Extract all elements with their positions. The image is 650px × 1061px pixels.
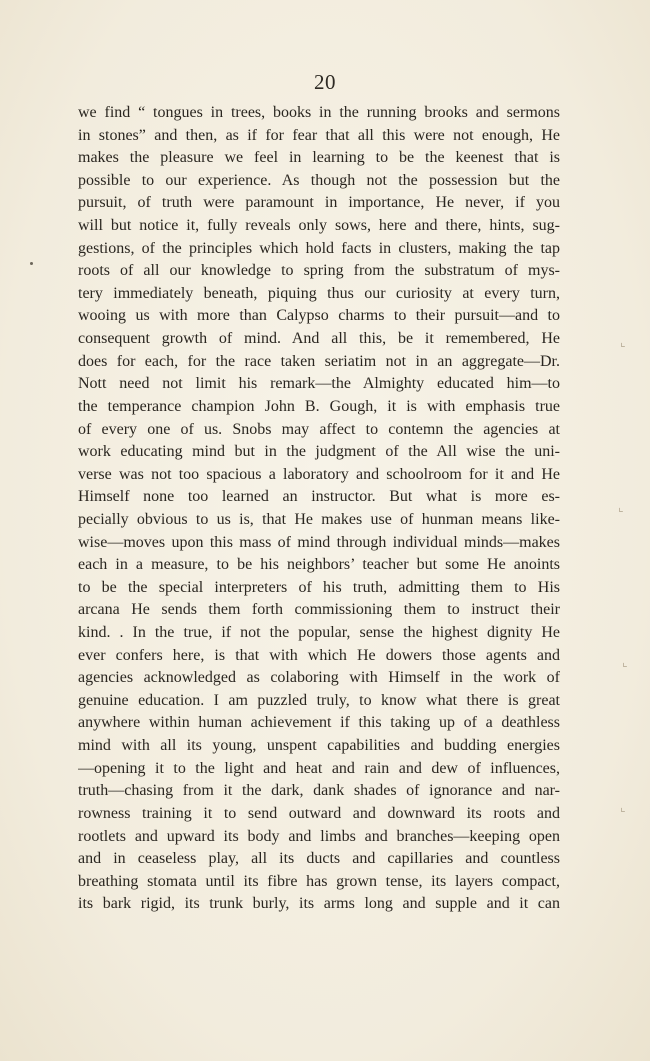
text-line: will but notice it, fully reveals only sows, here and there, hints, sug- bbox=[78, 217, 560, 235]
text-line: to be the special interpreters of his truth, admitting them to His bbox=[78, 578, 560, 596]
text-line: truth—chasing from it the dark, dank shades of ignorance and nar- bbox=[78, 782, 560, 800]
margin-bleed-mark: ⌞ bbox=[620, 335, 626, 349]
text-line: Himself none too learned an instructor. But what is more es- bbox=[78, 488, 560, 506]
margin-bleed-mark: ⌞ bbox=[622, 655, 628, 669]
text-line: genuine education. I am puzzled truly, to know what there is great bbox=[78, 691, 560, 709]
text-line: roots of all our knowledge to spring from the substratum of mys- bbox=[78, 262, 560, 280]
text-line: consequent growth of mind. And all this, be it remembered, He bbox=[78, 330, 560, 348]
text-line: anywhere within human achievement if this taking up of a deathless bbox=[78, 714, 560, 732]
text-line: kind. . In the true, if not the popular, sense the highest dignity He bbox=[78, 624, 560, 642]
text-line: —opening it to the light and heat and rain and dew of influences, bbox=[78, 759, 560, 777]
text-line: wise—moves upon this mass of mind through individual minds—makes bbox=[78, 533, 560, 551]
text-line: rowness training it to send outward and downward its roots and bbox=[78, 804, 560, 822]
ink-speck bbox=[30, 262, 33, 265]
body-text bbox=[78, 102, 560, 916]
text-line: Nott need not limit his remark—the Almighty educated him—to bbox=[78, 375, 560, 393]
text-line: in stones” and then, as if for fear that all this were not enough, He bbox=[78, 126, 560, 144]
page-number: 20 bbox=[314, 70, 336, 94]
text-line: wooing us with more than Calypso charms to their pursuit—and to bbox=[78, 307, 560, 325]
text-line: work educating mind but in the judgment of the All wise the uni- bbox=[78, 443, 560, 461]
text-line: the temperance champion John B. Gough, it is with emphasis true bbox=[78, 397, 560, 415]
text-line: mind with all its young, unspent capabilities and budding energies bbox=[78, 737, 560, 755]
text-line: pecially obvious to us is, that He makes use of hunman means like- bbox=[78, 510, 560, 528]
text-line: of every one of us. Snobs may affect to contemn the agencies at bbox=[78, 420, 560, 438]
text-line: possible to our experience. As though not the possession but the bbox=[78, 171, 560, 189]
text-line: pursuit, of truth were paramount in importance, He never, if you bbox=[78, 194, 560, 212]
text-line: each in a measure, to be his neighbors’ teacher but some He anoints bbox=[78, 556, 560, 574]
text-line: does for each, for the race taken seriatim not in an aggregate—Dr. bbox=[78, 352, 560, 370]
text-line: verse was not too spacious a laboratory and schoolroom for it and He bbox=[78, 465, 560, 483]
text-line: ever confers here, is that with which He dowers those agents and bbox=[78, 646, 560, 664]
text-line: makes the pleasure we feel in learning to be the keenest that is bbox=[78, 149, 560, 167]
text-line: agencies acknowledged as colaboring with Himself in the work of bbox=[78, 669, 560, 687]
margin-bleed-mark: ⌞ bbox=[620, 800, 626, 814]
text-line: and in ceaseless play, all its ducts and capillaries and countless bbox=[78, 850, 560, 868]
text-line: tery immediately beneath, piquing thus our curiosity at every turn, bbox=[78, 284, 560, 302]
text-line: breathing stomata until its fibre has grown tense, its layers compact, bbox=[78, 872, 560, 890]
margin-bleed-mark: ⌞ bbox=[618, 500, 624, 514]
text-line: gestions, of the principles which hold facts in clusters, making the tap bbox=[78, 239, 560, 257]
text-line: its bark rigid, its trunk burly, its arms long and supple and it can bbox=[78, 895, 560, 913]
text-line: we find “ tongues in trees, books in the running brooks and sermons bbox=[78, 104, 560, 121]
text-line: arcana He sends them forth commissioning them to instruct their bbox=[78, 601, 560, 619]
text-line: rootlets and upward its body and limbs and branches—keeping open bbox=[78, 827, 560, 845]
